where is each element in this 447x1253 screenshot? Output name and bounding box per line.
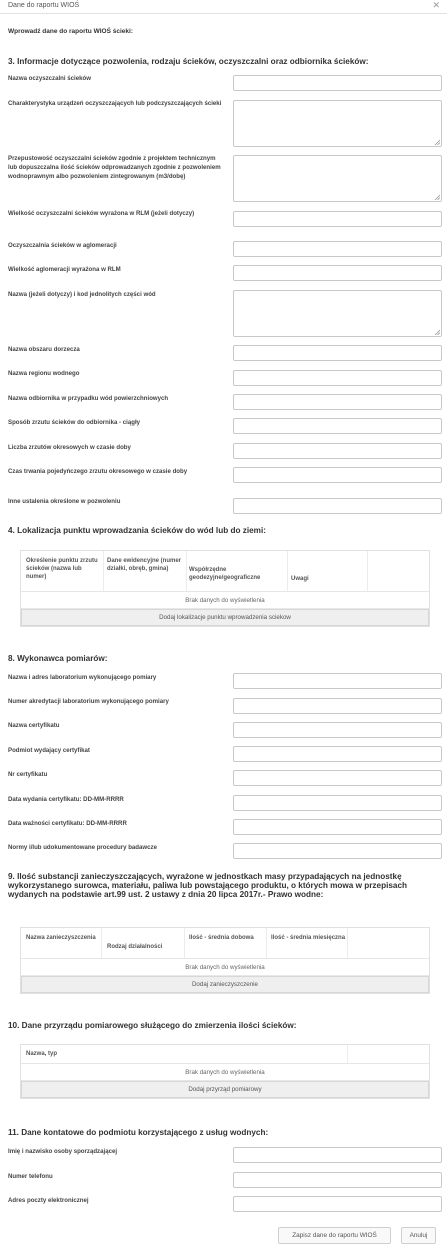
certificate-number-input[interactable] [233,770,442,786]
column-header[interactable]: Określenie punktu zrzutu ścieków (nazwa lub numer) [26,558,98,580]
agglomeration-rlm-input[interactable] [233,265,442,281]
section-8-heading: 8. Wykonawca pomiarów: [8,654,108,663]
label-phone: Numer telefonu [8,1173,53,1180]
label-certificate-issuer: Podmiot wydający certyfikat [8,747,90,754]
label-capacity: Przepustowość oczyszczalni ścieków zgodnie z projektem technicznym lub dopuszczalna ilość ścieków odprowadzanych zgodnie z pozwoleniem wodnoprawnym albo pozwoleniem zintegrowanym (m3/dobę) [8,155,221,180]
other-terms-input[interactable] [233,498,442,514]
add-pollutant-button[interactable]: Dodaj zanieczyszczenie [21,976,429,993]
river-basin-input[interactable] [233,345,442,361]
treatment-devices-textarea[interactable] [233,100,442,147]
dialog-titlebar [0,0,447,14]
lab-accreditation-input[interactable] [233,698,442,714]
dialog-title: Dane do raportu WIOŚ [8,2,80,9]
rlm-size-input[interactable] [233,211,442,227]
column-header[interactable]: Ilość - średnia miesięczna [271,935,346,941]
label-periodic-count: Liczba zrzutów okresowych w czasie doby [8,444,131,451]
email-input[interactable] [233,1196,442,1212]
discharge-method-input[interactable] [233,418,442,434]
label-agglomeration-rlm: Wielkość aglomeracji wyrażona w RLM [8,266,121,273]
label-agglomeration: Oczyszczalnia ścieków w aglomeracji [8,242,117,249]
label-rlm-size: Wielkość oczyszczalni ścieków wyrażona w RLM (jeżeli dotyczy) [8,210,195,217]
resize-grip-icon[interactable] [434,329,440,335]
label-water-body: Nazwa (jeżeli dotyczy) i kod jednolitych części wód [8,291,156,298]
certificate-issuer-input[interactable] [233,746,442,762]
empty-message: Brak danych do wyświetlenia [21,1064,429,1081]
label-author-name: Imię i nazwisko osoby sporządzającej [8,1148,118,1155]
column-header[interactable]: Uwagi [291,576,309,582]
section-4-heading: 4. Lokalizacja punktu wprowadzania ścieków do wód lub do ziemi: [8,526,266,535]
table-header [21,551,429,592]
label-issue-date: Data wydania certyfikatu: DD-MM-RRRR [8,796,124,803]
standards-input[interactable] [233,843,442,859]
water-region-input[interactable] [233,370,442,386]
label-water-region: Nazwa regionu wodnego [8,370,80,377]
expiry-date-input[interactable] [233,819,442,835]
column-header[interactable]: Współrzędne geodezyjne/geograficzne [189,567,261,581]
save-button[interactable]: Zapisz dane do raportu WIOŚ [278,1227,391,1244]
section-9-heading: 9. Ilość substancji zanieczyszczających, wyrażone w jednostkach masy przypadających na jednostkę wykorzystanego surowca, materiału, paliwa lub powstającego produktu, o których mowa w przepisach wydanych na podstawie art.99 ust. 2 ustawy z dnia 20 lipca 2017r.- Prawo wodne: [8,872,408,899]
table-header [21,928,429,959]
issue-date-input[interactable] [233,795,442,811]
label-river-basin: Nazwa obszaru dorzecza [8,346,80,353]
receiver-name-input[interactable] [233,394,442,410]
author-name-input[interactable] [233,1147,442,1163]
pollutants-table [20,927,430,994]
label-discharge-method: Sposób zrzutu ścieków do odbiornika - ciągły [8,419,141,426]
resize-grip-icon[interactable] [434,194,440,200]
column-header[interactable]: Dane ewidencyjne (numer działki, obręb, gmina) [107,558,182,572]
label-other-terms: Inne ustalenia określone w pozwoleniu [8,498,121,505]
water-body-textarea[interactable] [233,290,442,337]
certificate-name-input[interactable] [233,722,442,738]
label-treatment-devices: Charakterystyka urządzeń oczyszczających lub podczyszczających ścieki [8,100,222,107]
column-header[interactable]: Rodzaj działalności [107,944,163,950]
label-email: Adres poczty elektronicznej [8,1197,89,1204]
label-certificate-number: Nr certyfikatu [8,771,48,778]
close-icon[interactable]: ✕ [432,0,440,10]
table-header [21,1045,429,1064]
column-header[interactable]: Nazwa zanieczyszczenia [26,935,96,941]
cancel-button[interactable]: Anuluj [401,1227,436,1244]
label-discharge-duration: Czas trwania pojedyńczego zrzutu okresowego w czasie doby [8,468,188,475]
label-lab-name: Nazwa i adres laboratorium wykonującego pomiary [8,674,157,681]
capacity-textarea[interactable] [233,155,442,202]
label-certificate-name: Nazwa certyfikatu [8,722,60,729]
section-10-heading: 10. Dane przyrządu pomiarowego służącego do zmierzenia ilości ścieków: [8,1021,297,1030]
column-header[interactable]: Ilość - średnia dobowa [189,935,254,941]
label-expiry-date: Data ważności certyfikatu: DD-MM-RRRR [8,820,127,827]
label-lab-accreditation: Numer akredytacji laboratorium wykonującego pomiary [8,698,169,705]
column-header[interactable]: Nazwa, typ [26,1051,58,1057]
label-wwtp-name: Nazwa oczyszczalni ścieków [8,75,91,82]
meters-table [20,1044,430,1099]
section-11-heading: 11. Dane kontatowe do podmiotu korzystającego z usług wodnych: [8,1128,269,1137]
wwtp-name-input[interactable] [233,75,442,91]
label-standards: Normy i/lub udokumentowane procedury badawcze [8,844,157,851]
discharge-points-table [20,550,430,627]
add-meter-button[interactable]: Dodaj przyrząd pomiarowy [21,1081,429,1098]
agglomeration-input[interactable] [233,241,442,257]
add-discharge-point-button[interactable]: Dodaj lokalizacje punktu wprowadzenia sciekow [21,609,429,626]
resize-grip-icon[interactable] [434,139,440,145]
label-receiver-name: Nazwa odbiornika w przypadku wód powierzchniowych [8,395,169,402]
section-3-heading: 3. Informacje dotyczące pozwolenia, rodzaju ścieków, oczyszczalni oraz odbiornika ścieków: [8,57,369,66]
lab-name-input[interactable] [233,673,442,689]
intro-text: Wprowadź dane do raportu WIOŚ ścieki: [8,28,133,35]
empty-message: Brak danych do wyświetlenia [21,959,429,976]
discharge-duration-input[interactable] [233,467,442,483]
empty-message: Brak danych do wyświetlenia [21,592,429,609]
periodic-count-input[interactable] [233,443,442,459]
phone-input[interactable] [233,1172,442,1188]
